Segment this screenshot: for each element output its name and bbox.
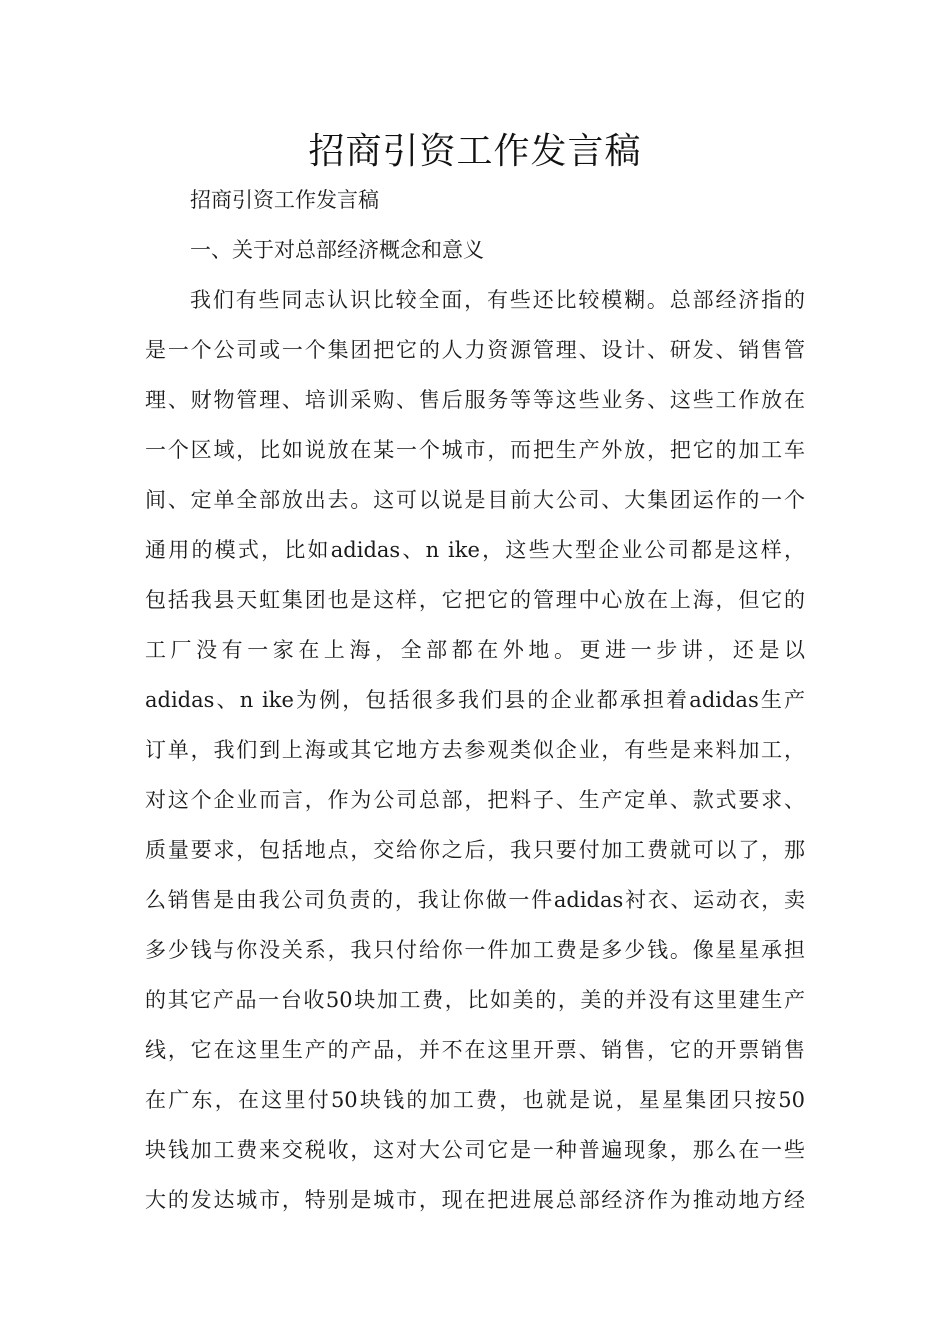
- paragraph-line: 理、财物管理、培训采购、售后服务等等这些业务、这些工作放在: [145, 388, 805, 412]
- document-title: 招商引资工作发言稿: [308, 131, 642, 172]
- subtitle-line: 招商引资工作发言稿: [190, 188, 379, 212]
- paragraph-line: 通用的模式，比如adidas、n ike，这些大型企业公司都是这样，: [145, 538, 805, 562]
- section-heading: 一、关于对总部经济概念和意义: [190, 238, 484, 262]
- paragraph-line: 是一个公司或一个集团把它的人力资源管理、设计、研发、销售管: [145, 338, 805, 362]
- paragraph-line: adidas、n ike为例，包括很多我们县的企业都承担着adidas生产: [145, 688, 805, 712]
- paragraph-line: 包括我县天虹集团也是这样，它把它的管理中心放在上海，但它的: [145, 588, 805, 612]
- paragraph-line: 的其它产品一台收50块加工费，比如美的，美的并没有这里建生产: [145, 988, 805, 1012]
- paragraph-line: 对这个企业而言，作为公司总部，把料子、生产定单、款式要求、: [145, 788, 805, 812]
- paragraph-line: 质量要求，包括地点，交给你之后，我只要付加工费就可以了，那: [145, 838, 805, 862]
- paragraph-line: 一个区域，比如说放在某一个城市，而把生产外放，把它的加工车: [145, 438, 805, 462]
- paragraph-line: 线，它在这里生产的产品，并不在这里开票、销售，它的开票销售: [145, 1038, 805, 1062]
- paragraph-line: 在广东，在这里付50块钱的加工费，也就是说，星星集团只按50: [145, 1088, 805, 1112]
- paragraph-line: 块钱加工费来交税收，这对大公司它是一种普遍现象，那么在一些: [145, 1138, 805, 1162]
- paragraph-line: 多少钱与你没关系，我只付给你一件加工费是多少钱。像星星承担: [145, 938, 805, 962]
- paragraph-line: 工厂没有一家在上海，全部都在外地。更进一步讲，还是以: [145, 638, 805, 662]
- paragraph-line: 大的发达城市，特别是城市，现在把进展总部经济作为推动地方经: [145, 1188, 805, 1212]
- paragraph-line: 间、定单全部放出去。这可以说是目前大公司、大集团运作的一个: [145, 488, 805, 512]
- paragraph-line: 订单，我们到上海或其它地方去参观类似企业，有些是来料加工，: [145, 738, 805, 762]
- paragraph-line: 我们有些同志认识比较全面，有些还比较模糊。总部经济指的: [190, 288, 805, 312]
- paragraph-line: 么销售是由我公司负责的，我让你做一件adidas衬衣、运动衣，卖: [145, 888, 805, 912]
